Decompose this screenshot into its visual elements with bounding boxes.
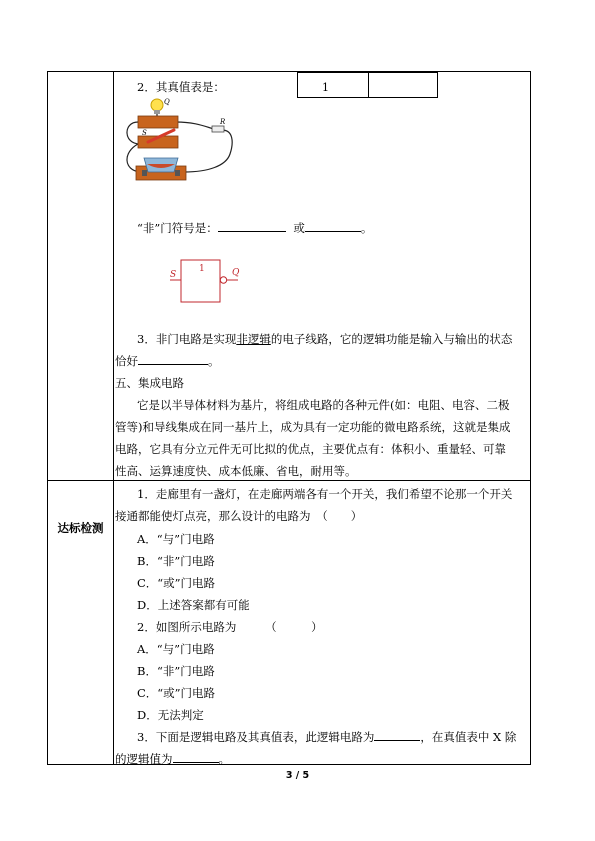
q3-text-b: ，在真值表中 X 除 [420,730,517,744]
section3-text-d: 。 [208,354,220,368]
q3-blank-2 [173,751,219,763]
section5-line: 电路，它具有分立元件无可比拟的优点，主要优点有：体积小、重量轻、可靠 [115,442,506,456]
truth-table-cell: 1 [322,81,329,94]
truth-table [297,72,438,98]
gate-label: 1 [199,264,205,274]
column-divider [113,72,114,764]
q1-line1: 1．走廊里有一盏灯，在走廊两端各有一个开关，我们希望不论那一个开关 [137,487,513,501]
q2-option: D．无法判定 [137,708,204,722]
svg-text:R: R [220,118,226,126]
section3-line2 [115,353,220,369]
section5-line: 它是以半导体材料为基片，将组成电路的各种元件(如：电阻、电容、二极 [137,398,510,412]
symbol-blank-2 [305,220,361,232]
section5-heading: 五、集成电路 [115,376,184,390]
section3-text-c: 恰好 [115,354,138,368]
side-label-check: 达标检测 [57,521,104,535]
section3-text-b: 的电子线路，它的逻辑功能是输入与输出的状态 [270,332,513,346]
not-gate-circuit-illustration [118,92,243,192]
q1-option: B．“非”门电路 [137,554,215,568]
symbol-blank-1 [218,220,286,232]
q2-option: C．“或”门电路 [137,686,216,700]
row-divider [48,480,530,481]
section3-blank [138,353,208,365]
not-gate-symbol [166,258,246,306]
battery-icon [136,158,186,180]
page-number: 3 / 5 [285,770,310,781]
symbol-text-or: 或 [293,221,305,235]
symbol-text-prefix: “非”门符号是： [137,221,218,235]
section5-line: 管等)和导线集成在同一基片上，成为具有一定功能的微电路系统，这就是集成 [115,420,511,434]
q2-option: A．“与”门电路 [137,642,215,656]
lamp-board [138,116,178,128]
truth-table-heading: 2．其真值表是： [137,80,225,94]
q3-text-d: 。 [218,752,230,766]
lamp-icon [151,98,170,114]
truth-table-divider [368,73,369,97]
q3-text-a: 3．下面是逻辑电路及其真值表，此逻辑电路为 [137,730,375,744]
q1-line2: 接通都能使灯点亮，那么设计的电路为 （ ） [115,509,363,523]
q3-line1 [137,729,516,745]
svg-text:S: S [142,129,147,137]
section3-text-a: 3．非门电路是实现 [137,332,237,346]
q3-text-c: 的逻辑值为 [115,752,173,766]
gate-output-label: Q [232,268,240,278]
q2-option: B．“非”门电路 [137,664,215,678]
resistor-icon [212,118,226,132]
section3-line1 [137,331,512,347]
svg-text:Q: Q [164,98,170,106]
q3-blank-1 [374,729,420,741]
section3-underlined: 非逻辑 [236,332,271,346]
q1-option: D．上述答案都有可能 [137,598,250,612]
switch-icon [138,129,178,148]
q3-line2 [115,751,230,767]
gate-input-label: S [170,270,177,280]
symbol-question [137,220,372,236]
q1-option: C．“或”门电路 [137,576,216,590]
symbol-text-end: 。 [360,221,373,235]
section5-line: 性高、运算速度快、成本低廉、省电，耐用等。 [115,464,357,478]
q1-option: A．“与”门电路 [137,532,215,546]
q2-line: 2．如图所示电路为 （ ） [137,620,323,634]
